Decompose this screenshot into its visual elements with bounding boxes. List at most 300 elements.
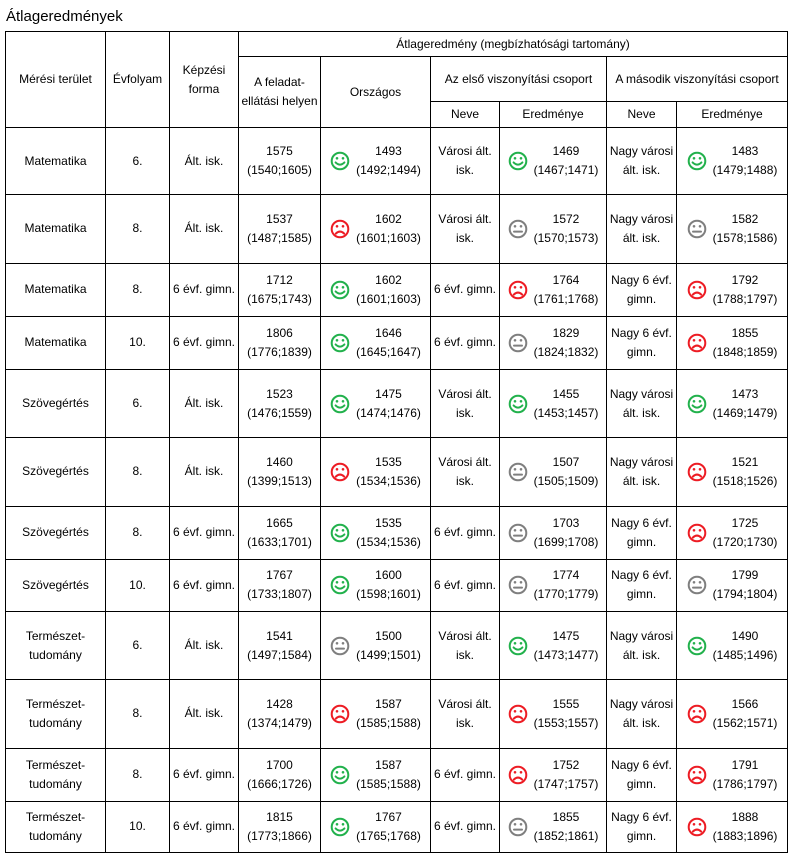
cell-local-result [239,263,321,316]
result-wrap [323,385,428,423]
result-text [247,756,312,794]
cell-national-result [321,680,431,748]
result-value: 1703 [552,515,580,530]
cell-grade: 6. [106,128,170,195]
result-text [247,627,312,665]
table-row [6,195,788,263]
result-wrap [323,514,428,552]
smiley-neutral-icon [508,219,528,239]
result-interval: (1645;1647) [356,344,421,359]
result-wrap [679,566,785,604]
result-wrap [502,453,604,491]
cell-group2-name: Nagy városi ált. isk. [607,680,677,748]
result-interval: (1492;1494) [356,163,421,178]
header-masodik-csoport: A második viszonyítási csoport [607,57,788,102]
cell-group2-result [677,438,788,506]
result-value: 1475 [552,628,580,643]
cell-group1-result [500,438,607,506]
result-text [247,385,312,423]
result-value: 1602 [375,272,402,287]
cell-group1-result [500,559,607,611]
result-wrap [502,566,604,604]
smiley-sad-icon [687,765,707,785]
cell-area: Természet-tudomány [6,748,106,801]
result-interval: (1733;1807) [247,587,312,602]
result-text [713,142,778,180]
result-interval: (1476;1559) [247,405,312,420]
result-text [247,566,312,604]
result-interval: (1794;1804) [712,587,778,602]
result-text [247,142,312,180]
cell-grade: 6. [106,611,170,679]
result-wrap [323,808,428,846]
table-row [6,263,788,316]
result-wrap [323,271,428,309]
result-wrap [241,566,318,604]
cell-area: Természet-tudomány [6,680,106,748]
cell-group1-name: 6 évf. gimn. [431,316,500,369]
result-value: 1855 [552,809,580,824]
cell-form: Ált. isk. [170,369,239,437]
result-interval: (1473;1477) [533,647,599,662]
result-interval: (1453;1457) [533,405,599,420]
header-g1-eredmenye: Eredménye [500,102,607,128]
result-text [713,695,778,733]
result-wrap [323,566,428,604]
result-value: 1455 [552,386,580,401]
result-text [534,566,599,604]
result-wrap [679,514,785,552]
cell-national-result [321,195,431,263]
result-value: 1582 [731,211,759,226]
result-value: 1829 [552,325,580,340]
header-g2-eredmenye: Eredménye [677,102,788,128]
cell-local-result [239,438,321,506]
result-wrap [241,142,318,180]
smiley-happy-icon [508,394,528,414]
result-wrap [679,271,785,309]
result-wrap [241,385,318,423]
result-interval: (1788;1797) [712,291,778,306]
cell-form: 6 évf. gimn. [170,559,239,611]
result-wrap [241,756,318,794]
cell-form: 6 évf. gimn. [170,316,239,369]
cell-group1-result [500,506,607,559]
cell-form: Ált. isk. [170,680,239,748]
results-body [6,128,788,853]
header-g1-neve: Neve [431,102,500,128]
cell-grade: 8. [106,438,170,506]
cell-grade: 8. [106,680,170,748]
result-wrap [502,271,604,309]
cell-group2-result [677,801,788,852]
result-text [247,514,312,552]
result-interval: (1479;1488) [712,163,778,178]
result-wrap [241,453,318,491]
cell-area: Szövegértés [6,438,106,506]
cell-group2-result [677,128,788,195]
table-row [6,801,788,852]
result-text [356,453,421,491]
result-wrap [323,627,428,665]
result-value: 1855 [731,325,759,340]
cell-area: Természet-tudomány [6,801,106,852]
cell-form: Ált. isk. [170,195,239,263]
result-text [247,808,312,846]
cell-group1-result [500,263,607,316]
cell-area: Szövegértés [6,506,106,559]
cell-national-result [321,611,431,679]
result-value: 1521 [731,454,759,469]
result-text [713,210,778,248]
result-interval: (1883;1896) [712,828,778,843]
result-value: 1602 [375,211,402,226]
result-wrap [323,756,428,794]
header-g2-neve: Neve [607,102,677,128]
cell-national-result [321,559,431,611]
cell-national-result [321,748,431,801]
result-text [534,210,599,248]
header-atlageredmeny: Átlageredmény (megbízhatósági tartomány) [239,32,788,57]
result-wrap [323,142,428,180]
result-interval: (1469;1479) [712,405,778,420]
header-orszagos: Országos [321,57,431,128]
cell-local-result [239,195,321,263]
result-text [356,385,421,423]
result-wrap [679,695,785,733]
cell-local-result [239,369,321,437]
cell-group1-name: Városi ált. isk. [431,680,500,748]
cell-group2-result [677,680,788,748]
result-interval: (1467;1471) [533,163,599,178]
result-interval: (1578;1586) [712,230,778,245]
cell-area: Matematika [6,128,106,195]
cell-local-result [239,128,321,195]
result-value: 1665 [266,515,293,530]
cell-group2-name: Nagy városi ált. isk. [607,195,677,263]
smiley-sad-icon [508,280,528,300]
result-text [356,756,421,794]
result-wrap [502,756,604,794]
result-text [356,627,421,665]
result-text [356,210,421,248]
result-wrap [679,453,785,491]
cell-national-result [321,128,431,195]
result-interval: (1852;1861) [533,828,599,843]
result-interval: (1534;1536) [356,473,421,488]
cell-national-result [321,438,431,506]
result-wrap [502,514,604,552]
table-row [6,559,788,611]
smiley-happy-icon [330,280,350,300]
result-value: 1507 [552,454,580,469]
result-text [534,271,599,309]
smiley-sad-icon [687,333,707,353]
result-wrap [679,142,785,180]
result-interval: (1399;1513) [247,473,312,488]
result-interval: (1773;1866) [247,828,312,843]
result-interval: (1499;1501) [356,647,421,662]
result-text [713,385,778,423]
smiley-happy-icon [508,151,528,171]
result-wrap [679,808,785,846]
result-value: 1815 [266,809,293,824]
cell-grade: 8. [106,506,170,559]
result-value: 1888 [731,809,759,824]
result-wrap [679,385,785,423]
table-row [6,680,788,748]
result-text [356,514,421,552]
table-row [6,438,788,506]
cell-group1-name: 6 évf. gimn. [431,263,500,316]
smiley-happy-icon [687,394,707,414]
cell-grade: 10. [106,559,170,611]
result-wrap [323,324,428,362]
result-text [247,453,312,491]
result-text [534,756,599,794]
cell-area: Matematika [6,263,106,316]
result-interval: (1487;1585) [247,230,312,245]
cell-national-result [321,263,431,316]
result-text [356,808,421,846]
cell-area: Szövegértés [6,559,106,611]
result-interval: (1570;1573) [533,230,599,245]
smiley-happy-icon [330,575,350,595]
result-text [356,566,421,604]
cell-national-result [321,506,431,559]
smiley-neutral-icon [508,333,528,353]
result-interval: (1601;1603) [356,230,421,245]
cell-group2-result [677,506,788,559]
cell-area: Matematika [6,195,106,263]
cell-group1-result [500,748,607,801]
result-wrap [679,324,785,362]
result-value: 1475 [375,386,402,401]
result-wrap [502,210,604,248]
result-wrap [679,756,785,794]
result-value: 1700 [266,757,293,772]
smiley-sad-icon [330,704,350,724]
result-text [247,271,312,309]
result-value: 1725 [731,515,759,530]
smiley-sad-icon [508,765,528,785]
result-value: 1566 [731,696,759,711]
result-interval: (1848;1859) [712,344,778,359]
cell-local-result [239,611,321,679]
result-value: 1806 [266,325,293,340]
result-interval: (1761;1768) [533,291,599,306]
result-value: 1493 [375,144,402,159]
cell-form: 6 évf. gimn. [170,506,239,559]
cell-local-result [239,506,321,559]
cell-group2-name: Nagy városi ált. isk. [607,611,677,679]
table-row [6,611,788,679]
cell-group2-name: Nagy 6 évf. gimn. [607,748,677,801]
header-mero-terulet: Mérési terület [6,32,106,128]
result-text [713,453,778,491]
cell-group2-name: Nagy 6 évf. gimn. [607,316,677,369]
result-interval: (1675;1743) [247,291,312,306]
result-value: 1575 [266,144,293,159]
cell-national-result [321,316,431,369]
smiley-happy-icon [330,765,350,785]
smiley-sad-icon [330,219,350,239]
result-interval: (1633;1701) [247,534,312,549]
result-interval: (1505;1509) [533,473,599,488]
results-table [5,31,788,853]
result-text [356,271,421,309]
cell-national-result [321,369,431,437]
result-wrap [241,627,318,665]
result-value: 1469 [552,144,580,159]
cell-group1-result [500,801,607,852]
smiley-neutral-icon [330,636,350,656]
header-kepzesi-forma: Képzési forma [170,32,239,128]
result-wrap [241,695,318,733]
cell-group2-name: Nagy városi ált. isk. [607,438,677,506]
result-value: 1587 [375,757,402,772]
smiley-sad-icon [687,704,707,724]
cell-group2-result [677,369,788,437]
result-value: 1535 [375,454,402,469]
cell-group2-name: Nagy 6 évf. gimn. [607,263,677,316]
result-value: 1473 [731,386,759,401]
cell-grade: 8. [106,748,170,801]
result-value: 1572 [552,211,580,226]
result-interval: (1824;1832) [533,344,599,359]
cell-form: 6 évf. gimn. [170,263,239,316]
cell-local-result [239,801,321,852]
result-wrap [241,514,318,552]
smiley-sad-icon [687,280,707,300]
result-text [247,210,312,248]
result-value: 1555 [552,696,580,711]
cell-group1-result [500,316,607,369]
cell-local-result [239,748,321,801]
result-interval: (1485;1496) [712,647,778,662]
result-text [534,385,599,423]
header-elso-csoport: Az első viszonyítási csoport [431,57,607,102]
page-title: Átlageredmények [6,8,123,25]
result-text [713,627,778,665]
result-wrap [241,271,318,309]
result-value: 1774 [552,568,580,583]
cell-group1-result [500,611,607,679]
cell-form: 6 évf. gimn. [170,748,239,801]
result-value: 1428 [266,696,293,711]
result-interval: (1585;1588) [356,776,421,791]
result-text [356,695,421,733]
result-wrap [502,385,604,423]
result-interval: (1601;1603) [356,291,421,306]
smiley-neutral-icon [508,523,528,543]
result-interval: (1374;1479) [247,715,312,730]
result-value: 1541 [266,628,293,643]
result-text [534,453,599,491]
smiley-happy-icon [330,151,350,171]
result-interval: (1765;1768) [356,828,421,843]
result-wrap [241,210,318,248]
cell-group2-result [677,748,788,801]
cell-grade: 6. [106,369,170,437]
result-interval: (1474;1476) [356,405,421,420]
cell-local-result [239,680,321,748]
cell-form: Ált. isk. [170,438,239,506]
result-wrap [502,808,604,846]
smiley-neutral-icon [508,575,528,595]
smiley-happy-icon [330,333,350,353]
smiley-happy-icon [687,151,707,171]
smiley-sad-icon [687,817,707,837]
smiley-happy-icon [508,636,528,656]
result-text [534,695,599,733]
header-feladat-ellatasi: A feladat-ellátási helyen [239,57,321,128]
cell-group1-result [500,369,607,437]
result-wrap [241,324,318,362]
smiley-happy-icon [330,523,350,543]
result-interval: (1534;1536) [356,534,421,549]
result-interval: (1770;1779) [533,587,599,602]
result-interval: (1562;1571) [712,715,778,730]
cell-area: Matematika [6,316,106,369]
cell-form: Ált. isk. [170,611,239,679]
cell-group2-result [677,559,788,611]
result-wrap [502,324,604,362]
result-text [534,514,599,552]
result-value: 1587 [375,696,402,711]
cell-local-result [239,559,321,611]
cell-group1-result [500,195,607,263]
smiley-happy-icon [330,394,350,414]
result-text [713,566,778,604]
result-value: 1792 [731,272,759,287]
result-text [534,808,599,846]
cell-group1-name: Városi ált. isk. [431,438,500,506]
result-value: 1767 [266,568,293,583]
cell-group1-name: 6 évf. gimn. [431,801,500,852]
cell-grade: 8. [106,195,170,263]
result-text [713,756,778,794]
result-value: 1523 [266,386,293,401]
cell-group2-result [677,316,788,369]
cell-group2-name: Nagy városi ált. isk. [607,369,677,437]
table-row [6,316,788,369]
cell-group2-name: Nagy városi ált. isk. [607,128,677,195]
result-interval: (1747;1757) [533,776,599,791]
table-row [6,748,788,801]
result-interval: (1540;1605) [247,163,312,178]
smiley-sad-icon [330,462,350,482]
cell-group1-name: 6 évf. gimn. [431,559,500,611]
result-text [356,142,421,180]
cell-group2-name: Nagy 6 évf. gimn. [607,506,677,559]
cell-group1-name: Városi ált. isk. [431,128,500,195]
cell-group1-name: Városi ált. isk. [431,611,500,679]
cell-group2-name: Nagy 6 évf. gimn. [607,559,677,611]
cell-area: Szövegértés [6,369,106,437]
result-text [534,142,599,180]
result-text [534,627,599,665]
cell-grade: 10. [106,316,170,369]
result-value: 1490 [731,628,759,643]
smiley-neutral-icon [687,575,707,595]
result-value: 1764 [552,272,580,287]
cell-form: Ált. isk. [170,128,239,195]
result-interval: (1720;1730) [712,534,778,549]
cell-group1-result [500,128,607,195]
cell-group1-name: 6 évf. gimn. [431,748,500,801]
cell-area: Természet-tudomány [6,611,106,679]
